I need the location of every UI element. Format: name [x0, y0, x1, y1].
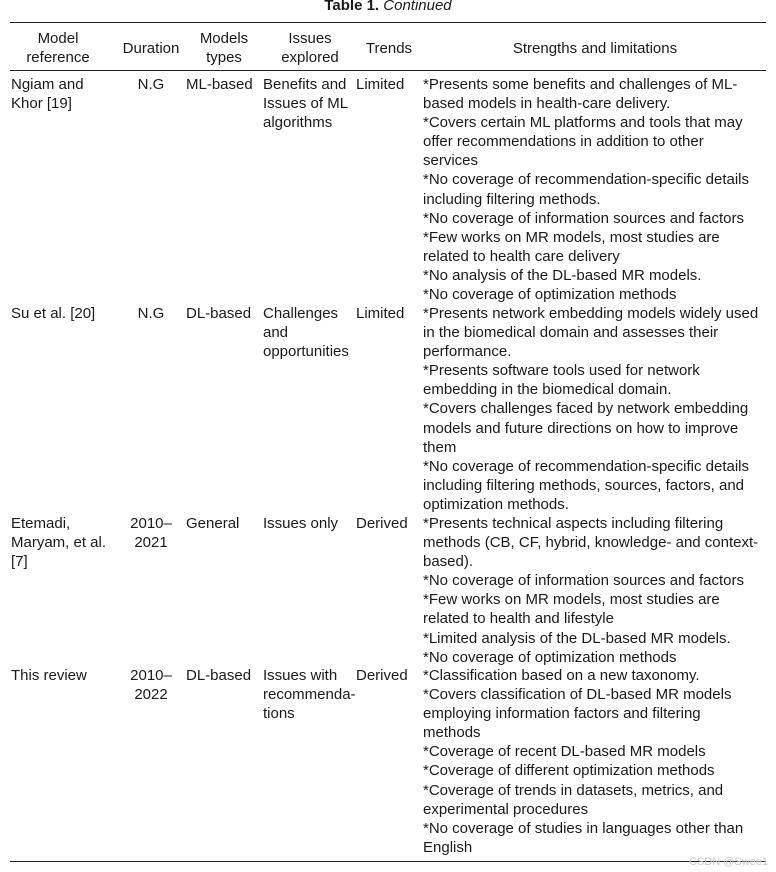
cell-line: Khor [19]	[11, 95, 72, 113]
cell-line: N.G	[137, 76, 165, 93]
cell-line: Issues only	[263, 515, 339, 532]
header-strengths-limitations: Strengths and limitations	[512, 40, 678, 57]
cell-line: related to health care delivery	[423, 247, 620, 265]
cell-line: experimental procedures	[423, 800, 589, 818]
cell-line: based models in health-care delivery.	[423, 95, 671, 113]
cell-trends	[356, 666, 408, 685]
cell-line: 2022	[134, 686, 168, 704]
cell-line: based).	[423, 553, 474, 571]
cell-issues	[263, 304, 349, 361]
cell-line: tions	[263, 705, 295, 723]
cell-duration	[113, 666, 189, 704]
cell-line: including filtering methods.	[423, 190, 601, 208]
table-continued: Continued	[383, 0, 452, 14]
cell-line: methods (CB, CF, hybrid, knowledge- and context-	[423, 534, 759, 552]
cell-line: *Presents network embedding models widely used	[423, 305, 759, 322]
cell-line: *Few works on MR models, most studies are	[423, 228, 720, 246]
cell-line: *Limited analysis of the DL-based MR models.	[423, 629, 731, 647]
cell-line: 2010–	[130, 667, 172, 684]
header-issues-explored: Issues explored	[281, 30, 339, 66]
cell-line: This review	[11, 667, 87, 684]
header-models-types: Models types	[199, 30, 249, 66]
cell-duration	[113, 75, 189, 94]
bottom-rule	[10, 861, 766, 862]
cell-line: Issues of ML	[263, 95, 349, 113]
cell-line: English	[423, 838, 473, 856]
table-caption	[0, 0, 776, 15]
cell-reference	[11, 514, 106, 571]
cell-line: ML-based	[186, 76, 253, 93]
cell-line: *No coverage of optimization methods	[423, 286, 677, 304]
cell-line: *Coverage of recent DL-based MR models	[423, 743, 706, 761]
cell-line: N.G	[137, 305, 165, 322]
cell-line: DL-based	[186, 667, 252, 684]
cell-line: Su et al. [20]	[11, 305, 96, 322]
cell-line: optimization methods.	[423, 495, 569, 513]
cell-line: [7]	[11, 553, 28, 571]
watermark: CSDN @Swee1	[688, 856, 768, 868]
header-rule	[10, 70, 766, 71]
cell-line: *Coverage of different optimization methods	[423, 762, 715, 780]
cell-line: and	[263, 324, 289, 342]
cell-line: *No coverage of information sources and factors	[423, 572, 744, 590]
table-label: Table 1.	[324, 0, 380, 14]
cell-line: embedding in the biomedical domain.	[423, 381, 672, 399]
cell-line: *Covers classification of DL-based MR models	[423, 686, 732, 704]
cell-line: related to health and lifestyle	[423, 610, 614, 628]
cell-reference	[11, 666, 87, 685]
cell-strengths	[423, 666, 743, 857]
cell-line: including filtering methods, sources, factors, and	[423, 476, 744, 494]
cell-line: *No coverage of studies in languages other than	[423, 819, 744, 837]
cell-line: in the biomedical domain and assesses their	[423, 324, 719, 342]
header-duration: Duration	[122, 40, 180, 57]
cell-strengths	[423, 514, 758, 667]
cell-line: *No coverage of recommendation-specific details	[423, 171, 749, 189]
cell-line: 2010–	[130, 515, 172, 532]
cell-line: *No coverage of recommendation-specific details	[423, 457, 749, 475]
cell-line: *No coverage of optimization methods	[423, 648, 677, 666]
cell-line: methods	[423, 724, 481, 742]
cell-model-type	[186, 75, 253, 94]
header-model-reference: Model reference	[26, 30, 90, 66]
cell-line: Ngiam and	[11, 76, 84, 93]
cell-reference	[11, 75, 84, 113]
cell-trends	[356, 304, 404, 323]
cell-line: *Classification based on a new taxonomy.	[423, 667, 700, 684]
cell-line: opportunities	[263, 343, 349, 361]
header-trends: Trends	[365, 40, 413, 57]
cell-line: Limited	[356, 305, 405, 322]
cell-line: *Few works on MR models, most studies are	[423, 591, 720, 609]
cell-line: *Presents software tools used for network	[423, 362, 700, 380]
cell-model-type	[186, 666, 251, 685]
cell-strengths	[423, 304, 758, 514]
cell-duration	[113, 304, 189, 323]
cell-line: *Coverage of trends in datasets, metrics, and	[423, 781, 724, 799]
cell-reference	[11, 304, 95, 323]
cell-line: *No analysis of the DL-based MR models.	[423, 266, 702, 284]
cell-issues	[263, 514, 338, 533]
cell-line: *Covers certain ML platforms and tools that may	[423, 114, 743, 132]
cell-line: Maryam, et al.	[11, 534, 107, 552]
cell-line: Issues with	[263, 667, 338, 684]
cell-model-type	[186, 304, 251, 323]
cell-line: Etemadi,	[11, 515, 71, 532]
cell-model-type	[186, 514, 239, 533]
cell-line: employing information factors and filtering	[423, 705, 701, 723]
cell-line: General	[186, 515, 240, 532]
cell-line: them	[423, 438, 457, 456]
cell-line: Derived	[356, 515, 408, 532]
cell-line: *Covers challenges faced by network embedding	[423, 400, 749, 418]
cell-issues	[263, 666, 356, 723]
cell-strengths	[423, 75, 749, 304]
cell-line: Derived	[356, 667, 408, 684]
cell-issues	[263, 75, 348, 132]
cell-line: Benefits and	[263, 76, 347, 93]
cell-line: *No coverage of information sources and factors	[423, 209, 744, 227]
top-rule	[10, 22, 766, 23]
cell-line: models and future directions on how to improve	[423, 419, 739, 437]
cell-line: performance.	[423, 343, 512, 361]
cell-line: DL-based	[186, 305, 252, 322]
cell-line: Challenges	[263, 305, 339, 322]
cell-line: Limited	[356, 76, 405, 93]
cell-line: 2021	[134, 534, 168, 552]
cell-line: *Presents technical aspects including filtering	[423, 515, 724, 532]
cell-line: offer recommendations in addition to other	[423, 133, 704, 151]
cell-trends	[356, 75, 404, 94]
cell-line: recommenda-	[263, 686, 356, 704]
cell-line: services	[423, 152, 479, 170]
cell-line: algorithms	[263, 114, 333, 132]
cell-line: *Presents some benefits and challenges of ML-	[423, 76, 738, 93]
cell-duration	[113, 514, 189, 552]
cell-trends	[356, 514, 408, 533]
